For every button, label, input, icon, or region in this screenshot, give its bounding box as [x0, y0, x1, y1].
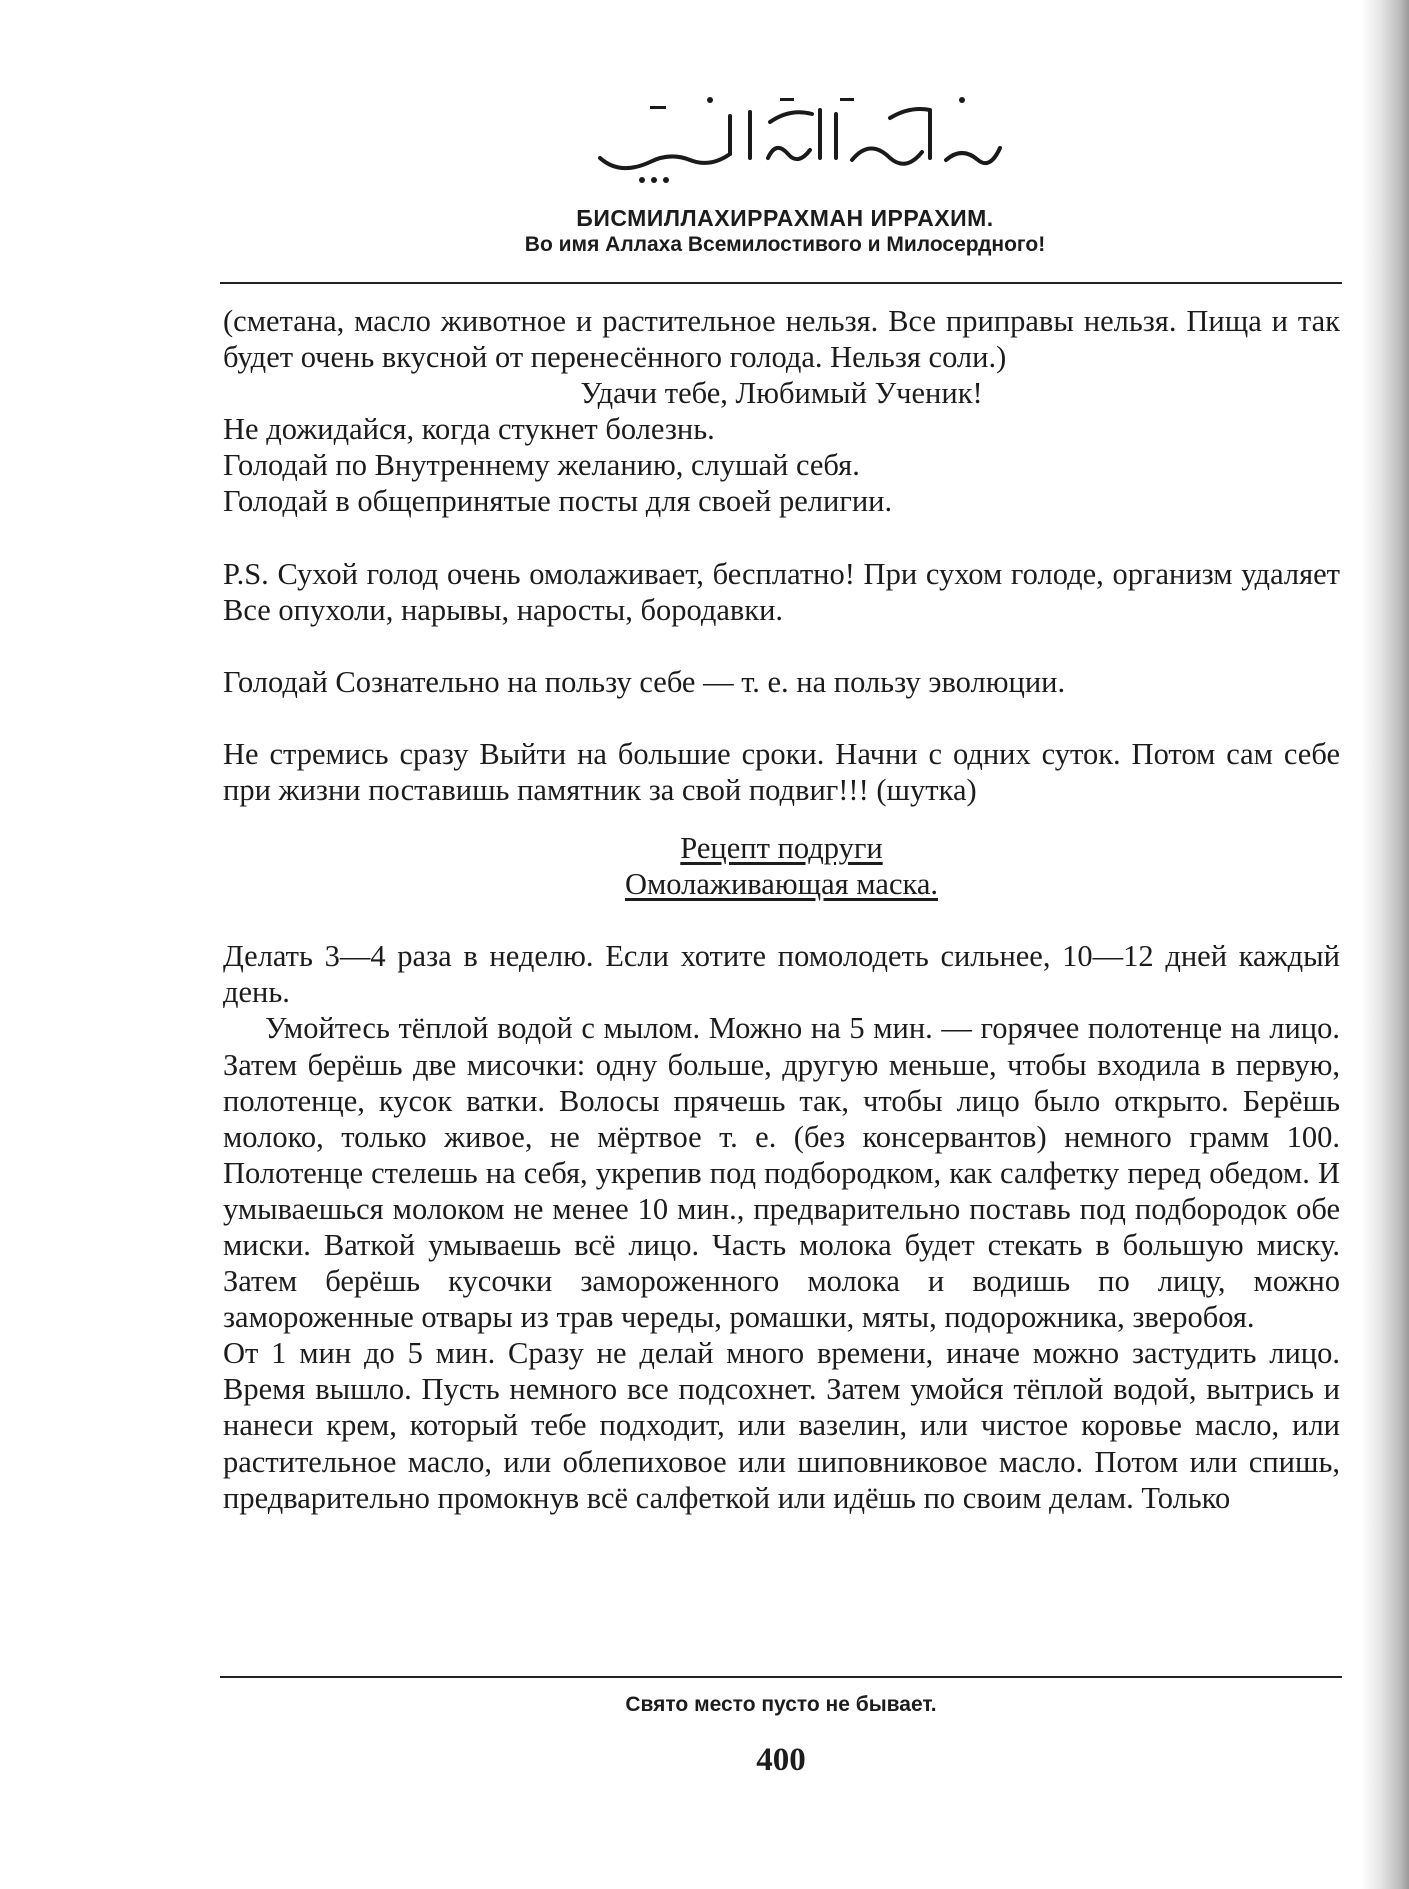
bottom-rule [220, 1676, 1342, 1678]
paragraph-frequency: Делать 3—4 раза в неделю. Если хотите помолодеть сильнее, 10—12 дней каждый день. [223, 939, 1340, 1010]
paragraph-ps: P.S. Сухой голод очень омолаживает, бесплатно! При сухом голоде, организм удаляет Все опухоли, нарывы, наросты, бородавки. [223, 556, 1340, 627]
paragraph-dont-rush: Не стремись сразу Выйти на большие сроки. Начни с одних суток. Потом сам себе при жизни поставишь памятник за свой подвиг!!! (шутка) [223, 736, 1340, 807]
paragraph-good-luck: Удачи тебе, Любимый Ученик! [580, 376, 983, 411]
paragraph-inner-desire: Голодай по Внутреннему желанию, слушай себя. [223, 448, 860, 483]
page-edge-shadow [1361, 0, 1409, 1889]
paragraph-dont-wait: Не дожидайся, когда стукнет болезнь. [223, 412, 715, 447]
footer-quote: Свято место пусто не бывает. [625, 1693, 937, 1716]
top-rule [220, 282, 1342, 284]
paragraph-procedure-cont: От 1 мин до 5 мин. Сразу не делай много времени, иначе можно застудить лицо. Время вышло. Пусть немного все подсохнет. Затем умойся тёплой водой, вытрись и нанеси крем, который тебе подходит, или вазелин, или чистое коровье масло, или растительное масло, или облепиховое или шиповниковое масло. Потом или спишь, предварительно промокнув всё салфеткой или идёшь по своим делам. Только [223, 1336, 1340, 1515]
main-text [223, 303, 1340, 1516]
header-subtitle: Во имя Аллаха Всемилостивого и Милосердного! [524, 233, 1046, 256]
paragraph-procedure: Умойтесь тёплой водой с мылом. Можно на 5 мин. — горячее полотенце на лицо. Затем берёшь две мисочки: одну больше, другую меньше, чтобы входила в первую, полотенце, кусок ватки. Волосы прячешь так, чтобы лицо было открыто. Берёшь молоко, только живое, не мёртвое т. е. (без консервантов) немного грамм 100. Полотенце стелешь на себя, укрепив под подбородком, как салфетку перед обедом. И умываешься молоком не менее 10 мин., предварительно поставь под подбородок обе миски. Ваткой умываешь всё лицо. Часть молока будет стекать в большую миску. Затем берёшь кусочки замороженного молока и водишь по лицу, можно замороженные отвары из трав череды, ромашки, мяты, подорожника, зверобоя. [223, 1011, 1340, 1335]
paragraph-diet-note: (сметана, масло животное и растительное нельзя. Все приправы нельзя. Пища и так будет очень вкусной от перенесённого голода. Нельзя соли.) [223, 304, 1340, 375]
page-number: 400 [756, 1742, 806, 1778]
header-title: БИСМИЛЛАХИРРАХМАН ИРРАХИМ. [576, 205, 994, 231]
bismillah-calligraphy [590, 88, 1010, 188]
recipe-subheading: Омолаживающая маска. [624, 867, 938, 902]
paragraph-consciously: Голодай Сознательно на пользу себе — т. е. на пользу эволюции. [223, 664, 1066, 699]
paragraph-fasts: Голодай в общепринятые посты для своей религии. [223, 484, 893, 519]
recipe-heading: Рецепт подруги [680, 831, 883, 866]
